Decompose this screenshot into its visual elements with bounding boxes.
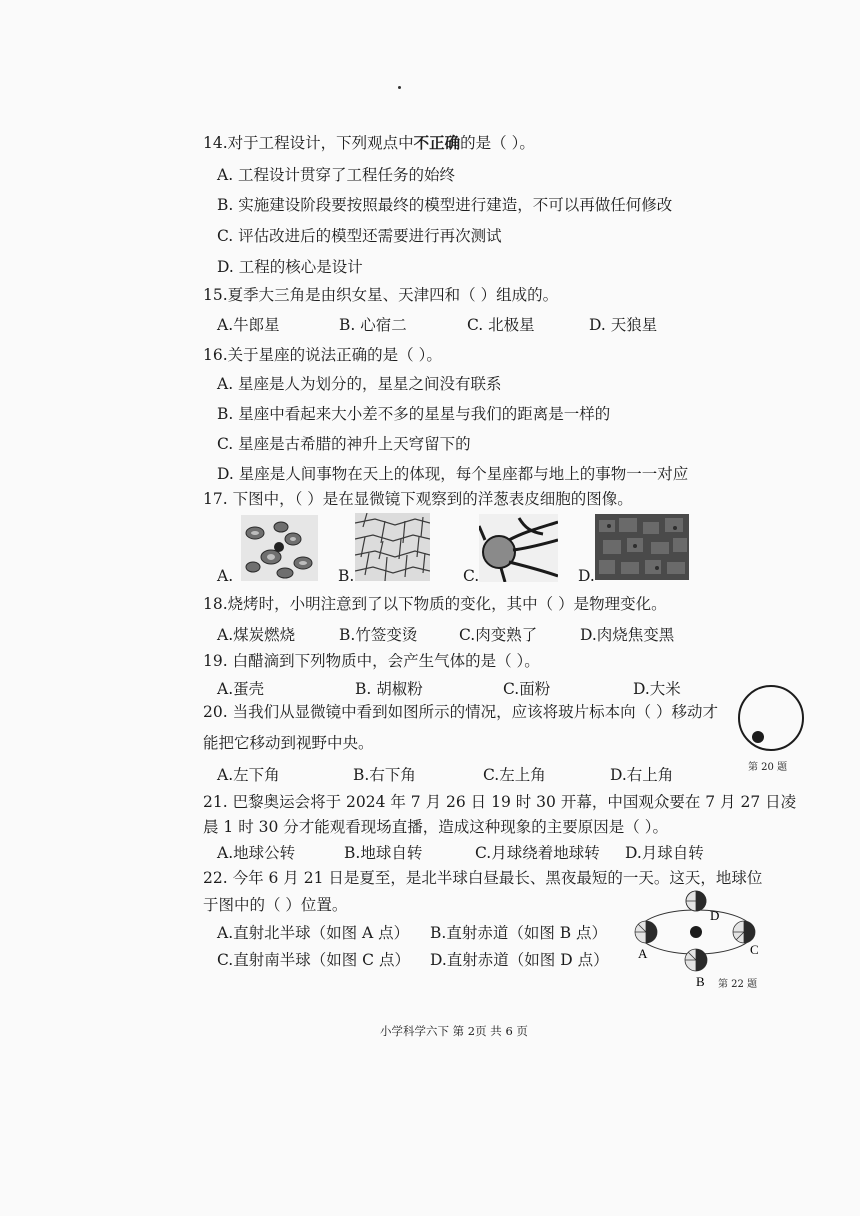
q22-option-c: C.直射南半球（如图 C 点） xyxy=(217,951,410,969)
q14-stem-text: 14.对于工程设计，下列观点中 xyxy=(203,134,414,152)
nerve-cell-image xyxy=(479,514,558,582)
q17-option-d: D. xyxy=(578,567,595,585)
q19-option-b: B. 胡椒粉 xyxy=(355,680,423,698)
q16-option-b: B. 星座中看起来大小差不多的星星与我们的距离是一样的 xyxy=(217,405,611,423)
q18-option-b: B.竹签变烫 xyxy=(339,626,418,644)
onion-cells-image xyxy=(355,513,430,581)
q16-option-d: D. 星座是人间事物在天上的体现，每个星座都与地上的事物一一对应 xyxy=(217,465,689,483)
q16-option-a: A. 星座是人为划分的，星星之间没有联系 xyxy=(217,375,502,393)
q17-option-a: A. xyxy=(217,567,234,585)
q22-option-a: A.直射北半球（如图 A 点） xyxy=(217,924,410,942)
q14-option-d: D. 工程的核心是设计 xyxy=(217,258,363,276)
q14-stem-tail: 的是（ ）。 xyxy=(460,134,535,152)
label-d: D xyxy=(710,908,720,923)
q21-stem-line1: 21. 巴黎奥运会将于 2024 年 7 月 26 日 19 时 30 开幕，中国观众要在 7 月 27 日凌 xyxy=(203,793,797,811)
q14-option-a: A. 工程设计贯穿了工程任务的始终 xyxy=(217,166,456,184)
q18-option-a: A.煤炭燃烧 xyxy=(217,626,296,644)
q19-option-c: C.面粉 xyxy=(503,680,551,698)
q18-option-d: D.肉烧焦变黑 xyxy=(580,626,675,644)
blood-cells-image xyxy=(241,515,318,581)
q20-option-b: B.右下角 xyxy=(353,766,416,784)
q18-option-c: C.肉变熟了 xyxy=(459,626,538,644)
q17-option-b: B. xyxy=(338,567,355,585)
q17-stem: 17. 下图中，（ ）是在显微镜下观察到的洋葱表皮细胞的图像。 xyxy=(203,490,633,508)
q21-option-c: C.月球绕着地球转 xyxy=(475,844,600,862)
q15-option-d: D. 天狼星 xyxy=(589,316,658,334)
label-b: B xyxy=(696,974,705,988)
q20-figure-caption: 第 20 题 xyxy=(748,762,788,773)
q22-option-b: B.直射赤道（如图 B 点） xyxy=(430,924,608,942)
q22-stem-line1: 22. 今年 6 月 21 日是夏至，是北半球白昼最长、黑夜最短的一天。这天，地球位 xyxy=(203,869,763,887)
microscope-field-figure xyxy=(736,683,808,755)
leaf-cells-image xyxy=(595,514,689,580)
q15-option-c: C. 北极星 xyxy=(467,316,535,334)
q15-stem: 15.夏季大三角是由织女星、天津四和（ ）组成的。 xyxy=(203,286,559,304)
q14-emphasis: 不正确 xyxy=(413,133,461,152)
q20-stem-line2: 能把它移动到视野中央。 xyxy=(203,734,374,752)
label-a: A xyxy=(638,946,648,961)
q19-option-a: A.蛋壳 xyxy=(217,680,265,698)
q19-stem: 19. 白醋滴到下列物质中，会产生气体的是（ ）。 xyxy=(203,652,540,670)
q18-stem: 18.烧烤时，小明注意到了以下物质的变化，其中（ ）是物理变化。 xyxy=(203,595,667,613)
label-c: C xyxy=(750,942,759,957)
q20-stem-line1: 20. 当我们从显微镜中看到如图所示的情况，应该将玻片标本向（ ）移动才 xyxy=(203,703,719,721)
q15-option-b: B. 心宿二 xyxy=(339,316,407,334)
q19-option-d: D.大米 xyxy=(633,680,681,698)
q22-option-d: D.直射赤道（如图 D 点） xyxy=(430,951,609,969)
q21-stem-line2: 晨 1 时 30 分才能观看现场直播，造成这种现象的主要原因是（ ）。 xyxy=(203,818,668,836)
q21-option-b: B.地球自转 xyxy=(344,844,423,862)
page-footer: 小学科学六下 第 2页 共 6 页 xyxy=(380,1024,528,1038)
q15-option-a: A.牛郎星 xyxy=(217,316,280,334)
stray-dot xyxy=(398,86,401,89)
q22-figure-caption: 第 22 题 xyxy=(718,979,758,990)
q17-option-c: C. xyxy=(463,567,480,585)
q20-option-a: A.左下角 xyxy=(217,766,280,784)
q21-option-d: D.月球自转 xyxy=(625,844,704,862)
q16-option-c: C. 星座是古希腊的神升上天穹留下的 xyxy=(217,435,471,453)
q21-option-a: A.地球公转 xyxy=(217,844,296,862)
q22-stem-line2: 于图中的（ ）位置。 xyxy=(203,896,348,914)
q14-option-c: C. 评估改进后的模型还需要进行再次测试 xyxy=(217,227,502,245)
q20-option-d: D.右上角 xyxy=(610,766,674,784)
q16-stem: 16.关于星座的说法正确的是（ ）。 xyxy=(203,346,442,364)
earth-orbit-figure xyxy=(624,888,770,988)
q20-option-c: C.左上角 xyxy=(483,766,546,784)
q14-stem xyxy=(203,131,535,153)
q14-option-b: B. 实施建设阶段要按照最终的模型进行建造，不可以再做任何修改 xyxy=(217,196,673,214)
